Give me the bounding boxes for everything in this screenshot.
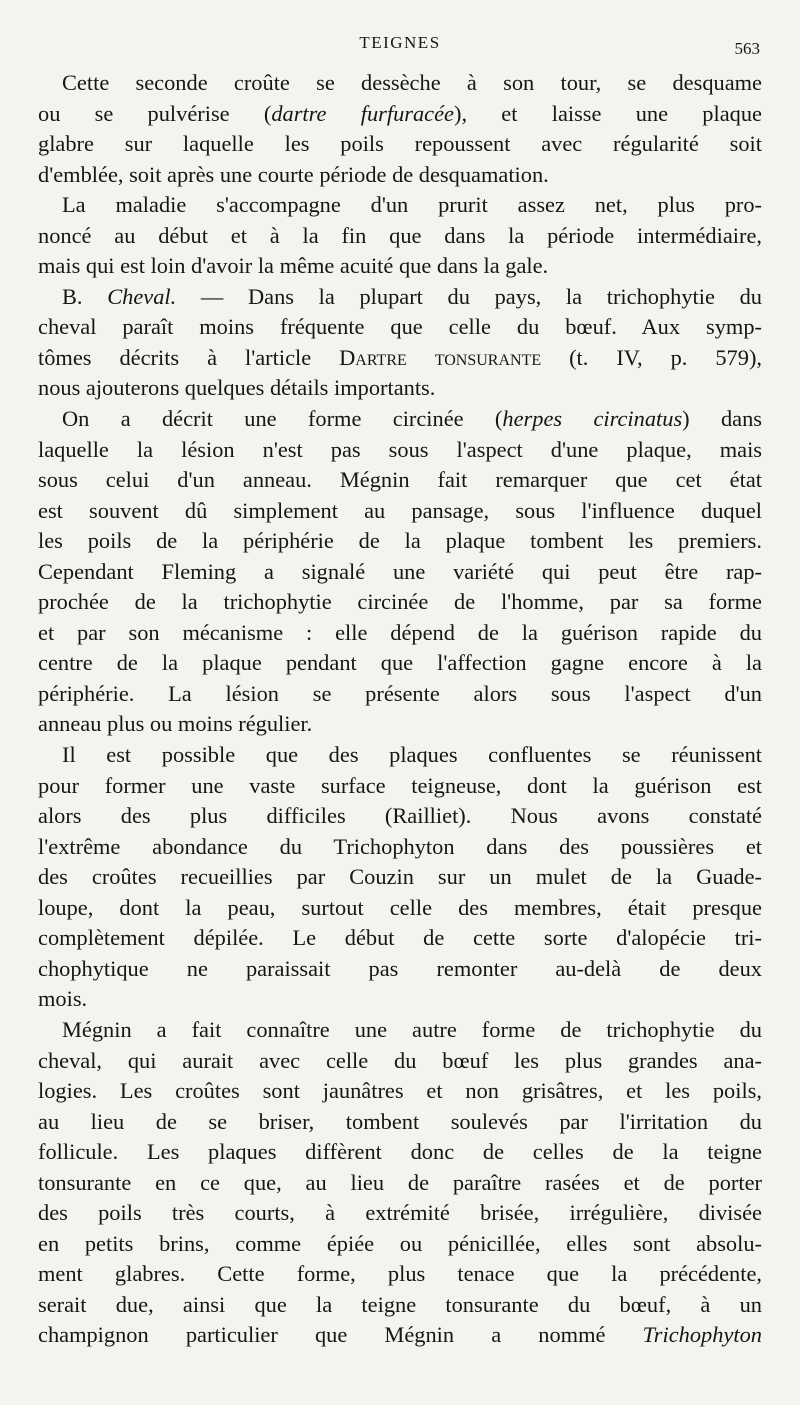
text-line xyxy=(38,404,762,435)
text-line: chophytique ne paraissait pas remonter au-delà de deux xyxy=(38,955,762,981)
text-line: complètement dépilée. Le début de cette sorte d'alopécie tri- xyxy=(38,925,762,951)
text-run: ) dans xyxy=(682,406,763,432)
text-line: Mégnin a fait connaître une autre forme de trichophytie du xyxy=(62,1016,762,1042)
text-line: loupe, dont la peau, surtout celle des membres, était presque xyxy=(38,894,762,920)
text-line: centre de la plaque pendant que l'affection gagne encore à la xyxy=(38,650,762,676)
running-title: TEIGNES xyxy=(359,33,441,52)
text-run: ou se pulvérise ( xyxy=(38,100,272,126)
text-line: et par son mécanisme : elle dépend de la guérison rapide du xyxy=(38,619,762,645)
text-line: mois. xyxy=(38,986,88,1012)
text-line: serait due, ainsi que la teigne tonsurante du bœuf, à un xyxy=(38,1291,762,1317)
text-line xyxy=(38,282,762,313)
text-line: des poils très courts, à extrémité brisée, irrégulière, divisée xyxy=(38,1200,762,1226)
text-line: mais qui est loin d'avoir la même acuité que dans la gale. xyxy=(38,253,549,279)
text-line xyxy=(38,343,762,374)
text-line: Cette seconde croûte se dessèche à son tour, se desquame xyxy=(62,70,762,95)
text-line: au lieu de se briser, tombent soulevés par l'irritation du xyxy=(38,1108,762,1134)
text-line xyxy=(38,99,762,130)
text-line xyxy=(38,1320,762,1351)
italic-term: Trichophyton xyxy=(642,1322,762,1348)
text-line: des croûtes recueillies par Couzin sur un mulet de la Guade- xyxy=(38,864,762,890)
text-line: follicule. Les plaques diffèrent donc de celles de la teigne xyxy=(38,1139,762,1165)
italic-term: herpes circinatus xyxy=(502,406,683,432)
text-line: logies. Les croûtes sont jaunâtres et non grisâtres, et les poils, xyxy=(38,1078,762,1104)
text-run: tômes décrits à l'article xyxy=(38,344,340,370)
body-text xyxy=(38,68,762,1351)
text-line: alors des plus difficiles (Railliet). Nous avons constaté xyxy=(38,803,762,829)
text-run: champignon particulier que Mégnin a nommé xyxy=(38,1322,643,1348)
text-run: B. xyxy=(62,283,108,309)
italic-term: Cheval. xyxy=(107,283,177,309)
text-line: La maladie s'accompagne d'un prurit assez net, plus pro- xyxy=(62,192,762,218)
text-line: est souvent dû simplement au pansage, sous l'influence duquel xyxy=(38,497,762,523)
text-line: pour former une vaste surface teigneuse, dont la guérison est xyxy=(38,772,762,798)
text-line: prochée de la trichophytie circinée de l'homme, par sa forme xyxy=(38,589,762,615)
small-caps-term: Dartre tonsurante xyxy=(339,344,542,370)
text-line: Il est possible que des plaques confluentes se réunissent xyxy=(62,742,762,768)
page-number: 563 xyxy=(734,39,760,58)
text-line: sous celui d'un anneau. Mégnin fait remarquer que cet état xyxy=(38,467,762,493)
text-run: — Dans la plupart du pays, la trichophytie du xyxy=(176,283,762,309)
text-line: cheval paraît moins fréquente que celle du bœuf. Aux symp- xyxy=(38,314,762,340)
text-line: cheval, qui aurait avec celle du bœuf les plus grandes ana- xyxy=(38,1047,762,1073)
text-run: (t. IV, p. 579), xyxy=(541,344,762,370)
text-line: l'extrême abondance du Trichophyton dans des poussières et xyxy=(38,833,762,859)
text-line: d'emblée, soit après une courte période de desquamation. xyxy=(38,161,549,187)
italic-term: dartre furfuracée xyxy=(271,100,454,126)
text-run: On a décrit une forme circinée ( xyxy=(62,406,503,432)
text-line: en petits brins, comme épiée ou pénicillée, elles sont absolu- xyxy=(38,1230,762,1256)
text-line: Cependant Fleming a signalé une variété qui peut être rap- xyxy=(38,558,762,584)
text-line: glabre sur laquelle les poils repoussent avec régularité soit xyxy=(38,131,762,157)
text-line: nous ajouterons quelques détails importants. xyxy=(38,375,436,401)
text-run: ), et laisse une plaque xyxy=(454,100,762,126)
text-line: ment glabres. Cette forme, plus tenace que la précédente, xyxy=(38,1261,762,1287)
text-line: anneau plus ou moins régulier. xyxy=(38,711,313,737)
text-line: tonsurante en ce que, au lieu de paraître rasées et de porter xyxy=(38,1169,762,1195)
text-line: laquelle la lésion n'est pas sous l'aspect d'une plaque, mais xyxy=(38,436,762,462)
text-line: noncé au début et à la fin que dans la période intermédiaire, xyxy=(38,222,762,248)
text-line: périphérie. La lésion se présente alors sous l'aspect d'un xyxy=(38,680,762,706)
running-head xyxy=(0,33,800,57)
text-line: les poils de la périphérie de la plaque tombent les premiers. xyxy=(38,528,762,554)
